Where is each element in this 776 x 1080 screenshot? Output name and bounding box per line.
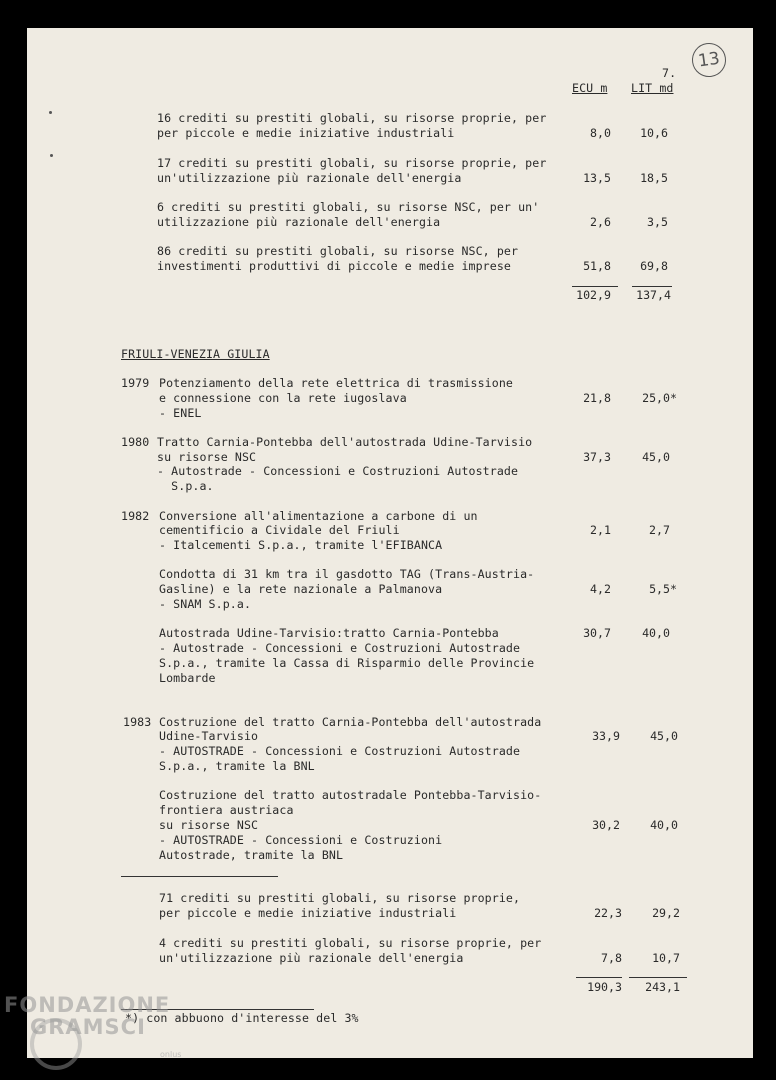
entry-1-line-2: e connessione con la rete iugoslava (159, 391, 407, 405)
credit-row-3-line-2: utilizzazione più razionale dell'energia (157, 215, 441, 229)
credit-row-4-line-1: 86 crediti su prestiti globali, su risorse NSC, per (157, 244, 519, 258)
margin-dot (50, 154, 53, 157)
entry-2-line-3: - Autostrade - Concessioni e Costruzioni Autostrade (157, 464, 519, 478)
entry-7-line-4: - AUTOSTRADE - Concessioni e Costruzioni (159, 833, 443, 847)
entry-3-line-2: cementificio a Cividale del Friuli (159, 523, 400, 537)
credit-row-4-lit: 69,8 (640, 259, 668, 273)
entry-3-line-3: - Italcementi S.p.a., tramite l'EFIBANCA (159, 538, 443, 552)
credit-row-2-line-1: 17 crediti su prestiti globali, su risorse proprie, per (157, 156, 547, 170)
credit-row-3-line-1: 6 crediti su prestiti globali, su risorse NSC, per un' (157, 200, 540, 214)
credit-row-2-line-2: un'utilizzazione più razionale dell'energia (157, 171, 462, 185)
entry-2-line-1: Tratto Carnia-Pontebba dell'autostrada Udine-Tarvisio (157, 435, 533, 449)
subtotal-rule (576, 977, 622, 978)
entry-year: 1983 (123, 715, 152, 729)
entry-4-line-2: Gasline) e la rete nazionale a Palmanova (159, 582, 443, 596)
entry-year: 1980 (121, 435, 150, 449)
credit-row-6-lit: 10,7 (652, 951, 680, 965)
entry-4-lit: 5,5* (649, 582, 677, 596)
entry-3-line-1: Conversione all'alimentazione a carbone di un (159, 509, 478, 523)
entry-5-line-1: Autostrada Udine-Tarvisio:tratto Carnia-Pontebba (159, 626, 499, 640)
watermark-line-2: GRAMSCI (30, 1015, 146, 1039)
page-number: 7. (662, 66, 677, 80)
entry-5-line-2: - Autostrade - Concessioni e Costruzioni Autostrade (159, 641, 521, 655)
subtotal-rule (632, 286, 672, 287)
entry-6-ecu: 33,9 (592, 729, 620, 743)
entry-1-lit: 25,0* (642, 391, 677, 405)
entry-4-line-1: Condotta di 31 km tra il gasdotto TAG (Trans-Austria- (159, 567, 535, 581)
entry-7-line-5: Autostrade, tramite la BNL (159, 848, 344, 862)
subtotal-2-ecu: 190,3 (587, 980, 622, 994)
entry-2-lit: 45,0 (642, 450, 670, 464)
subtotal-1-lit: 137,4 (636, 288, 671, 302)
entry-3-ecu: 2,1 (590, 523, 611, 537)
entry-7-line-2: frontiera austriaca (159, 803, 294, 817)
credit-row-1-ecu: 8,0 (590, 126, 611, 140)
credit-row-5-lit: 29,2 (652, 906, 680, 920)
entry-6-lit: 45,0 (650, 729, 678, 743)
column-header-ecu: ECU m (572, 81, 608, 95)
entry-6-line-3: - AUTOSTRADE - Concessioni e Costruzioni Autostrade (159, 744, 521, 758)
entry-1-line-3: - ENEL (159, 406, 202, 420)
credit-row-5-line-1: 71 crediti su prestiti globali, su risorse proprie, (159, 891, 521, 905)
entry-5-line-4: Lombarde (159, 671, 216, 685)
entry-6-line-2: Udine-Tarvisio (159, 729, 259, 743)
margin-dot (49, 111, 52, 114)
entry-7-line-3: su risorse NSC (159, 818, 259, 832)
entry-5-line-3: S.p.a., tramite la Cassa di Risparmio delle Provincie (159, 656, 535, 670)
entry-5-lit: 40,0 (642, 626, 670, 640)
entry-2-ecu: 37,3 (583, 450, 611, 464)
region-heading: FRIULI-VENEZIA GIULIA (121, 347, 270, 361)
credit-row-2-lit: 18,5 (640, 171, 668, 185)
credit-row-1-line-2: per piccole e medie iniziative industriali (157, 126, 455, 140)
entry-7-lit: 40,0 (650, 818, 678, 832)
credit-row-4-ecu: 51,8 (583, 259, 611, 273)
entry-7-line-1: Costruzione del tratto autostradale Pontebba-Tarvisio- (159, 788, 542, 802)
watermark-small: onlus (160, 1050, 182, 1059)
entry-7-ecu: 30,2 (592, 818, 620, 832)
entry-2-line-4: S.p.a. (157, 479, 214, 493)
entry-year: 1982 (121, 509, 150, 523)
credit-row-6-line-1: 4 crediti su prestiti globali, su risorse proprie, per (159, 936, 542, 950)
credit-row-1-lit: 10,6 (640, 126, 668, 140)
subtotal-rule (572, 286, 618, 287)
credit-row-3-lit: 3,5 (647, 215, 668, 229)
credit-row-3-ecu: 2,6 (590, 215, 611, 229)
credit-row-6-line-2: un'utilizzazione più razionale dell'energia (159, 951, 464, 965)
entry-1-ecu: 21,8 (583, 391, 611, 405)
entry-5-ecu: 30,7 (583, 626, 611, 640)
entry-2-line-2: su risorse NSC (157, 450, 257, 464)
credit-row-4-line-2: investimenti produttivi di piccole e medie imprese (157, 259, 512, 273)
watermark-line-1: FONDAZIONE (4, 993, 171, 1017)
credit-row-6-ecu: 7,8 (601, 951, 622, 965)
entry-4-ecu: 4,2 (590, 582, 611, 596)
entry-6-line-4: S.p.a., tramite la BNL (159, 759, 315, 773)
subtotal-rule (629, 977, 687, 978)
subtotal-1-ecu: 102,9 (576, 288, 611, 302)
section-divider (121, 876, 278, 877)
credit-row-5-ecu: 22,3 (594, 906, 622, 920)
entry-year: 1979 (121, 376, 150, 390)
credit-row-5-line-2: per piccole e medie iniziative industriali (159, 906, 457, 920)
entry-4-line-3: - SNAM S.p.a. (159, 597, 252, 611)
page-stamp: 13 (690, 41, 728, 79)
credit-row-2-ecu: 13,5 (583, 171, 611, 185)
credit-row-1-line-1: 16 crediti su prestiti globali, su risorse proprie, per (157, 111, 547, 125)
entry-3-lit: 2,7 (649, 523, 670, 537)
footnote: *) con abbuono d'interesse del 3% (125, 1011, 359, 1025)
column-header-lit: LIT md (631, 81, 674, 95)
subtotal-2-lit: 243,1 (645, 980, 680, 994)
entry-6-line-1: Costruzione del tratto Carnia-Pontebba dell'autostrada (159, 715, 542, 729)
watermark-logo (4, 993, 171, 1039)
entry-1-line-1: Potenziamento della rete elettrica di trasmissione (159, 376, 514, 390)
